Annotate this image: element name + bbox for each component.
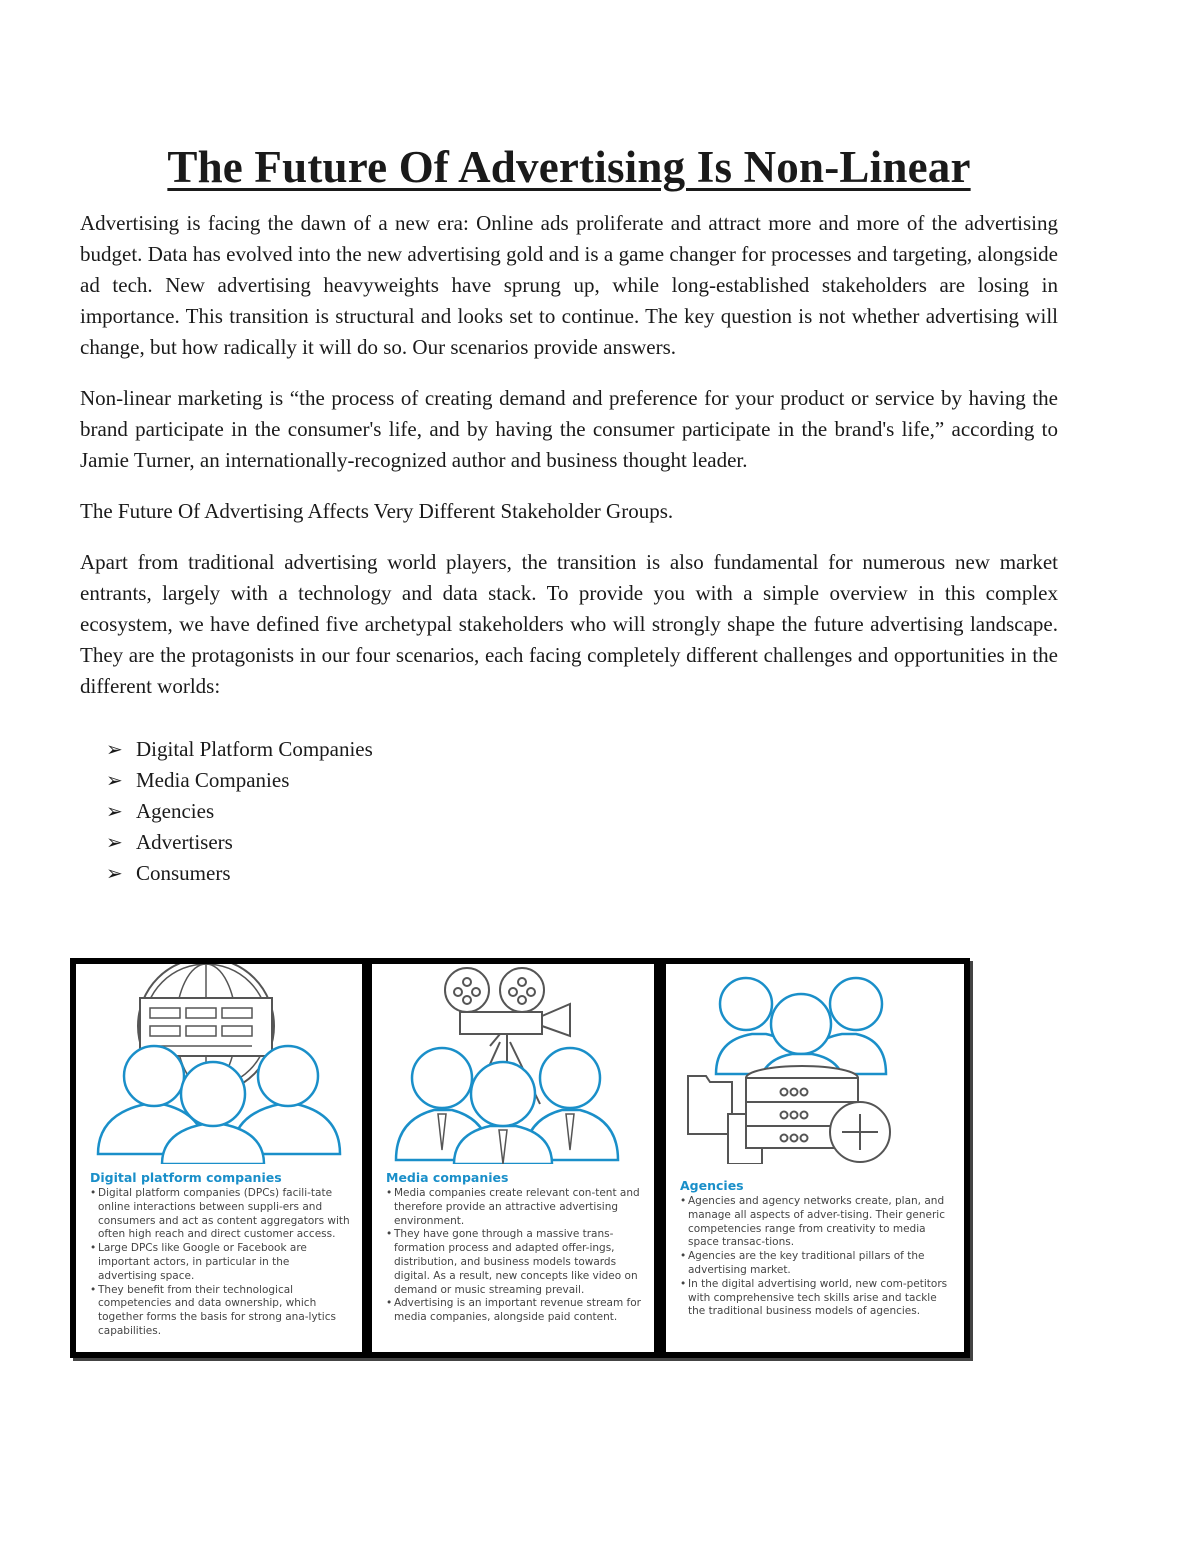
panel-media-companies: [366, 958, 660, 1358]
list-item-label: Digital Platform Companies: [136, 737, 373, 761]
panel-caption: [386, 1170, 642, 1325]
panel-bullets: [680, 1195, 952, 1319]
list-item: • Large DPCs like Google or Facebook are important actors, in particular in the advertising space.: [90, 1242, 350, 1283]
list-item: [106, 858, 1058, 889]
stakeholders-paragraph: Apart from traditional advertising world players, the transition is also fundamental for numerous new market entrants, largely with a technology and data stack. To provide you with a simple overview in this complex ecosystem, we have defined five archetypal stakeholders who will strongly shape the future advertising landscape. They are the protagonists in our four scenarios, each facing completely different challenges and opportunities in the different worlds:: [80, 550, 1058, 698]
list-item-label: Consumers: [136, 861, 231, 885]
list-item: • Media companies create relevant con-tent and therefore provide an attractive advertising environment.: [386, 1187, 642, 1228]
list-item: • Advertising is an important revenue stream for media companies, alongside paid content.: [386, 1297, 642, 1325]
list-item: [106, 827, 1058, 858]
definition-paragraph: Non-linear marketing is “the process of creating demand and preference for your product or service by having the brand participate in the consumer's life, and by having the consumer participate in the brand's life,” according to Jamie Turner, an internationally-recognized author and business thought leader.: [80, 386, 1058, 472]
panel-bullets: [90, 1187, 350, 1339]
intro-paragraph: Advertising is facing the dawn of a new era: Online ads proliferate and attract more and more of the advertising budget. Data has evolved into the new advertising gold and is a game changer for processes and targeting, alongside ad tech. New advertising heavyweights have sprung up, while long-established stakeholders are losing in importance. This transition is structural and looks set to continue. The key question is not whether advertising will change, but how radically it will do so. Our scenarios provide answers.: [80, 211, 1058, 359]
panel-caption: [90, 1170, 350, 1339]
stakeholder-figure: [70, 958, 970, 1368]
panel-title: Agencies: [680, 1178, 744, 1193]
list-item: [106, 765, 1058, 796]
arrow-bullet-icon: ➢: [106, 799, 123, 823]
document-page: [80, 140, 1058, 889]
list-item: • Agencies and agency networks create, plan, and manage all aspects of adver-tising. Their generic competencies range from creativity to media space transac-tions.: [680, 1195, 952, 1250]
list-item: • They benefit from their technological competencies and data ownership, which together forms the basis for strong ana-lytics capabilities.: [90, 1284, 350, 1339]
panel-agencies: [660, 958, 970, 1358]
list-item-label: Agencies: [136, 799, 215, 823]
list-item-label: Advertisers: [136, 830, 233, 854]
list-item: • In the digital advertising world, new com-petitors with comprehensive tech skills arise and tackle the traditional business models of agencies.: [680, 1278, 952, 1319]
list-item: • They have gone through a massive trans-formation process and adapted offer-ings, distribution, and business models towards digital. As a result, new concepts like video on demand or music streaming prevail.: [386, 1228, 642, 1297]
list-item: [106, 734, 1058, 765]
panel-title: Media companies: [386, 1170, 509, 1185]
panel-caption: [680, 1178, 952, 1319]
document-title: The Future Of Advertising Is Non-Linear: [167, 142, 971, 192]
list-item-label: Media Companies: [136, 768, 290, 792]
people-and-database-icon: [666, 964, 964, 1164]
stakeholder-list: [106, 734, 1058, 889]
list-item: • Agencies are the key traditional pillars of the advertising market.: [680, 1250, 952, 1278]
arrow-bullet-icon: ➢: [106, 830, 123, 854]
arrow-bullet-icon: ➢: [106, 861, 123, 885]
stakeholder-heading-paragraph: The Future Of Advertising Affects Very Different Stakeholder Groups.: [80, 499, 674, 523]
list-item: [106, 796, 1058, 827]
arrow-bullet-icon: ➢: [106, 737, 123, 761]
globe-and-people-icon: [76, 964, 362, 1164]
arrow-bullet-icon: ➢: [106, 768, 123, 792]
panel-title: Digital platform companies: [90, 1170, 282, 1185]
list-item: • Digital platform companies (DPCs) facili-tate online interactions between suppli-ers and consumers and act as content aggregators with often high reach and direct customer access.: [90, 1187, 350, 1242]
film-camera-and-people-icon: [372, 964, 654, 1164]
panel-bullets: [386, 1187, 642, 1325]
panel-digital-platform-companies: [70, 958, 368, 1358]
